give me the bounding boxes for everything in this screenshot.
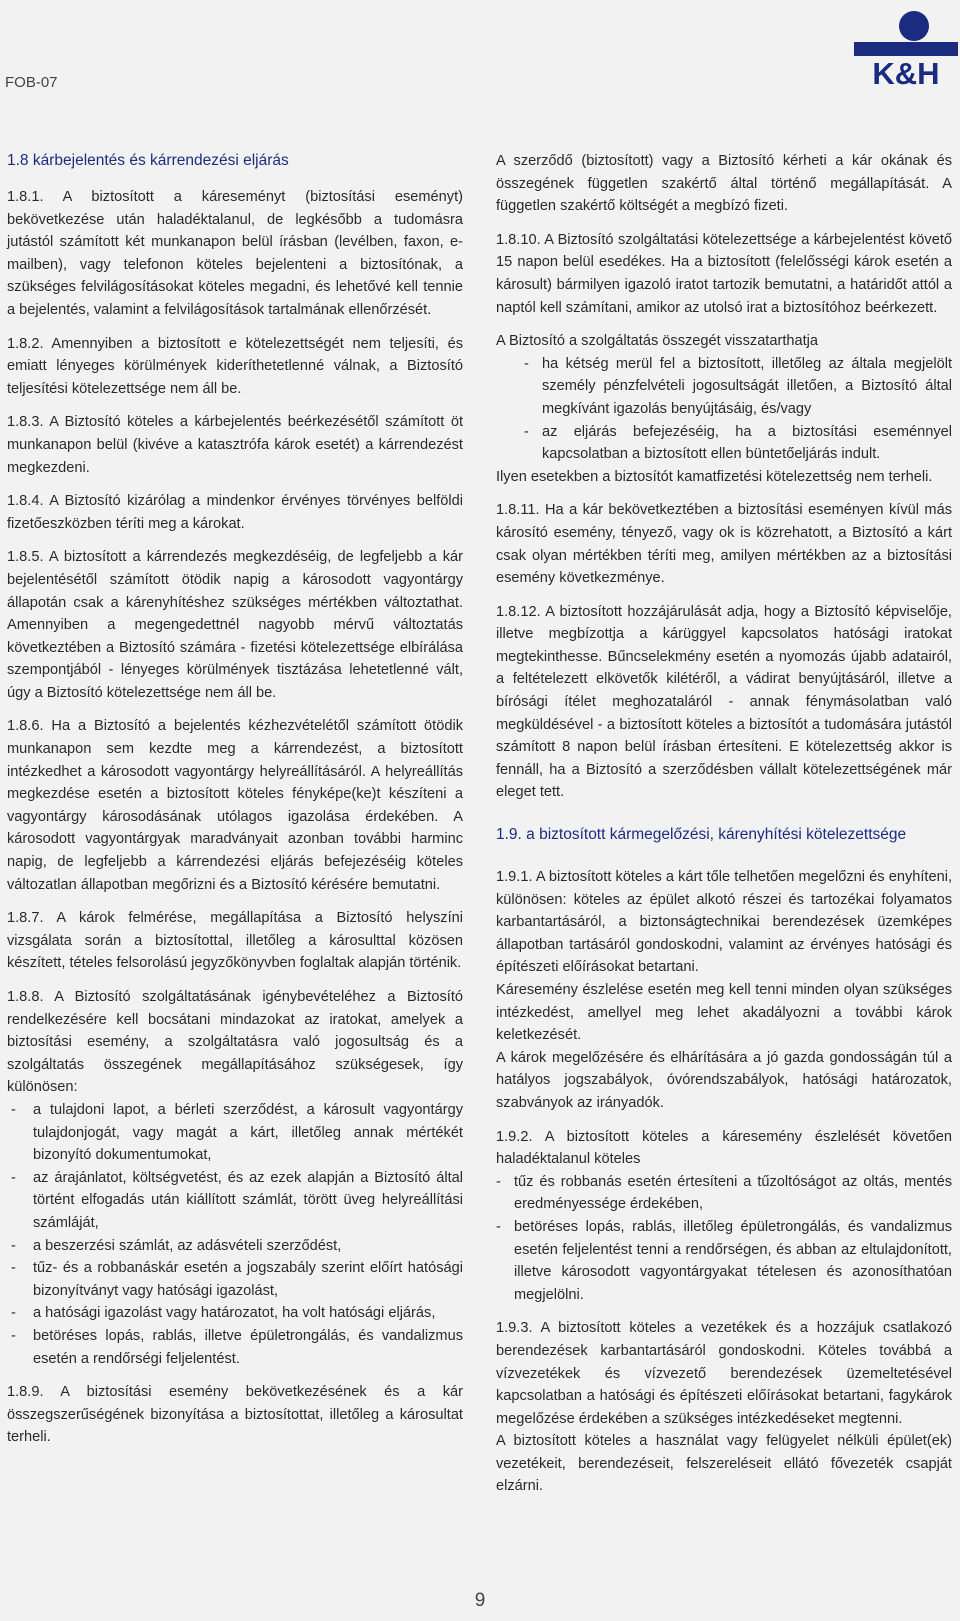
paragraph-1-8-6: 1.8.6. Ha a Biztosító a bejelentés kézhezvételétől számított ötödik munkanapon sem kezdte meg a kárrendezést, a biztosított intézkedhet a károsodott vagyontárgy helyreállításáról. A helyreállítás megkezdése esetén a biztosított köteles fényképe(ke)t készíteni a vagyontárgy károsodásának utólagos igazolása érdekében. A károsodott vagyontárgyak maradványait azonban további harminc napig, de legfeljebb a kárrendezési eljárás befejezéséig köteles változatlan állapotban megőrizni és a Biztosító kérésére bemutatni. xyxy=(7,718,463,893)
list-item: - az árajánlatot, költségvetést, és az ezek alapján a Biztosító által történt elfogadás után kiállított számlát, törött üveg helyreállítási számláját, xyxy=(7,1167,463,1235)
paragraph-1-8-4: 1.8.4. A Biztosító kizárólag a mindenkor érvényes törvényes belföldi fizetőeszközben téríti meg a károkat. xyxy=(7,493,463,532)
paragraph-1-9-1-c: A károk megelőzésére és elhárítására a jó gazda gondosságán túl a hatályos jogszabályok, óvórendszabályok, hatósági határozatok, szabványok az irányadók. xyxy=(496,1049,952,1111)
list-item: - betöréses lopás, rablás, illetőleg épületrongálás, és vandalizmus esetén feljelentést tenni a rendőrségen, és abban az eltulajdonított, illetve károsodott vagyontárgyakat tételesen és azonosíthatóan megjelölni. xyxy=(496,1216,952,1306)
paragraph-1-8-10: 1.8.10. A Biztosító szolgáltatási kötelezettsége a kárbejelentést követő 15 napon belül esedékes. Ha a biztosított (felelősségi károk esetén a károsult) bármilyen igazoló iratot tartozik bemutatni, a határidőt attól a naptól kell számítani, amikor az utolsó irat a biztosítóhoz beérkezett. xyxy=(496,231,952,316)
list-item: - betöréses lopás, rablás, illetve épületrongálás, és vandalizmus esetén a rendőrségi feljelentést. xyxy=(7,1325,463,1370)
paragraph-1-9-2: 1.9.2. A biztosított köteles a káresemény észlelését követően haladéktalanul köteles xyxy=(496,1128,952,1168)
withhold-list xyxy=(496,353,952,466)
list-item: - a tulajdoni lapot, a bérleti szerződést, a károsult vagyontárgy tulajdonjogát, vagy magát a kárt, illetőleg annak mértékét bizonyító dokumentumokat, xyxy=(7,1099,463,1167)
paragraph-1-9-1-b: Káresemény észlelése esetén meg kell tenni minden olyan szükséges intézkedést, amellyel meg lehet akadályozni a további károk keletkezését. xyxy=(496,982,952,1044)
paragraph-1-9-1: 1.9.1. A biztosított köteles a kárt tőle telhetően megelőzni és enyhíteni, különösen: köteles az épület alkotó részei és tartozékai folyamatos karbantartásáról, a biztonságtechnikai berendezések üzemképes állapotban tartásáról gondoskodni, valamint az érvényes hatósági és építészeti előírásokat betartani. xyxy=(496,869,952,976)
paragraph-1-8-8: 1.8.8. A Biztosító szolgáltatásának igénybevételéhez a Biztosító rendelkezésére kell bocsátani mindazokat az iratokat, amelyek a biztosítási esemény, a szolgáltatásra való jogosultság és a szolgáltatás összegének megállapításához szükségesek, így különösen: xyxy=(7,989,463,1096)
right-column xyxy=(496,150,952,1509)
paragraph-1-8-1: 1.8.1. A biztosított a káreseményt (biztosítási eseményt) bekövetkezése után haladéktalanul, de legkésőbb a tudomásra jutástól számított két munkanapon belül írásban (levélben, faxon, e-mailben), vagy telefonon köteles bejelenteni a biztosítónak, a szükséges felvilágosításokat köteles megadni, és lehetővé kell tennie a bejelentés, valamint a felvilágosítások tartalmának ellenőrzését. xyxy=(7,189,463,318)
paragraph-1-8-2: 1.8.2. Amennyiben a biztosított e kötelezettségét nem teljesíti, és emiatt lényeges körülmények kideríthetetlenné válnak, a Biztosító teljesítési kötelezettsége nem áll be. xyxy=(7,335,463,397)
list-item: - tűz és robbanás esetén értesíteni a tűzoltóságot az oltás, mentés eredményessége érdekében, xyxy=(496,1171,952,1216)
list-item: - az eljárás befejezéséig, ha a biztosítási eseménnyel kapcsolatban a biztosított ellen büntetőeljárás indult. xyxy=(496,421,952,466)
paragraph-1-8-7: 1.8.7. A károk felmérése, megállapítása a Biztosító helyszíni vizsgálata során a biztosítottal, illetőleg a károsulttal közösen készített, tételes felsorolású jegyzőkönyvben foglaltak alapján történik. xyxy=(7,910,463,972)
kh-logo xyxy=(854,6,958,88)
section-heading-1-8: 1.8 kárbejelentés és kárrendezési eljárás xyxy=(7,152,289,169)
paragraph-1-8-11: 1.8.11. Ha a kár bekövetkeztében a biztosítási eseményen kívül más károsító esemény, tényező, vagy ok is közrehatott, a Biztosító a kárt csak olyan mértékben téríti meg, amilyen mértékben az a biztosítási esemény következménye. xyxy=(496,502,952,587)
paragraph-1-8-12: 1.8.12. A biztosított hozzájárulását adja, hogy a Biztosító képviselője, illetve megbízottja a kárüggyel kapcsolatos hatósági iratokat megtekinthesse. Bűncselekmény esetén a nyomozás újabb adatairól, a feltételezett elkövetők kilétéről, a vádirat benyújtásáról, illetve a bírósági ítélet meghozataláról - annak fénymásolatban való megküldésével - a biztosított köteles a biztosítót a tudomására jutástól számított 8 napon belül írásban értesíteni. E kötelezettség akkor is fennáll, ha a Biztosító a szerződésben vállalt kötelezettségének már eleget tett. xyxy=(496,603,952,801)
list-item: - a hatósági igazolást vagy határozatot, ha volt hatósági eljárás, xyxy=(7,1302,463,1325)
page-number: 9 xyxy=(474,1590,486,1611)
document-code: FOB-07 xyxy=(5,74,58,91)
paragraph-1-8-3: 1.8.3. A Biztosító köteles a kárbejelentés beérkezésétől számított öt munkanapon belül (kivéve a katasztrófa károk esetét) a kárrendezést megkezdeni. xyxy=(7,414,463,476)
withhold-outro: Ilyen esetekben a biztosítót kamatfizetési kötelezettség nem terheli. xyxy=(496,468,933,485)
list-item: - tűz- és a robbanáskár esetén a jogszabály szerint előírt hatósági bizonyítványt vagy hatósági igazolást, xyxy=(7,1257,463,1302)
paragraph-expert: A szerződő (biztosított) vagy a Biztosító kérheti a kár okának és összegének független szakértő által történő megállapítását. A független szakértő költségét a megbízó fizeti. xyxy=(496,153,952,215)
paragraph-1-9-3: 1.9.3. A biztosított köteles a vezetékek és a hozzájuk csatlakozó berendezések karbantartásáról gondoskodni. Köteles továbbá a vízvezetékek és vízvezető berendezések üzemeltetésével kapcsolatban a hatósági és építészeti előírásokat betartani, fagykárok megelőzése érdekében a szükséges intézkedéseket megtenni. xyxy=(496,1320,952,1427)
withhold-intro: A Biztosító a szolgáltatás összegét visszatarthatja xyxy=(496,333,819,350)
list-item: - ha kétség merül fel a biztosított, illetőleg az általa megjelölt személy pénzfelvételi jogosultságát illetően, a Biztosító által megkívánt igazolás benyújtásáig, és/vagy xyxy=(496,353,952,421)
notification-list xyxy=(496,1171,952,1307)
left-column xyxy=(7,150,463,1460)
list-item: - a beszerzési számlát, az adásvételi szerződést, xyxy=(7,1235,463,1258)
logo-text: K&H xyxy=(872,56,940,88)
paragraph-1-8-9: 1.8.9. A biztosítási esemény bekövetkezésének és a kár összegszerűségének bizonyítása a biztosítottat, illetőleg a károsultat terheli. xyxy=(7,1384,463,1446)
required-documents-list xyxy=(7,1099,463,1370)
section-heading-1-9: 1.9. a biztosított kármegelőzési, kárenyhítési kötelezettsége xyxy=(496,826,907,844)
paragraph-1-9-3-b: A biztosított köteles a használat vagy felügyelet nélküli épület(ek) vezetékeit, berendezéseit, felszereléseit ellátó fővezeték csapját elzárni. xyxy=(496,1433,952,1495)
paragraph-1-8-5: 1.8.5. A biztosított a kárrendezés megkezdéséig, de legfeljebb a kár bejelentésétől számított ötödik napig a károsodott vagyontárgy állapotán csak a kárenyhítéshez szükséges mértékben változtathat. Amennyiben a megengedettnél nagyobb mérvű változtatás következtében a Biztosító számára - fizetési kötelezettsége elbírálása szempontjából - lényeges körülmények tisztázása lehetetlenné vált, úgy a Biztosító kötelezettsége nem áll be. xyxy=(7,549,463,701)
